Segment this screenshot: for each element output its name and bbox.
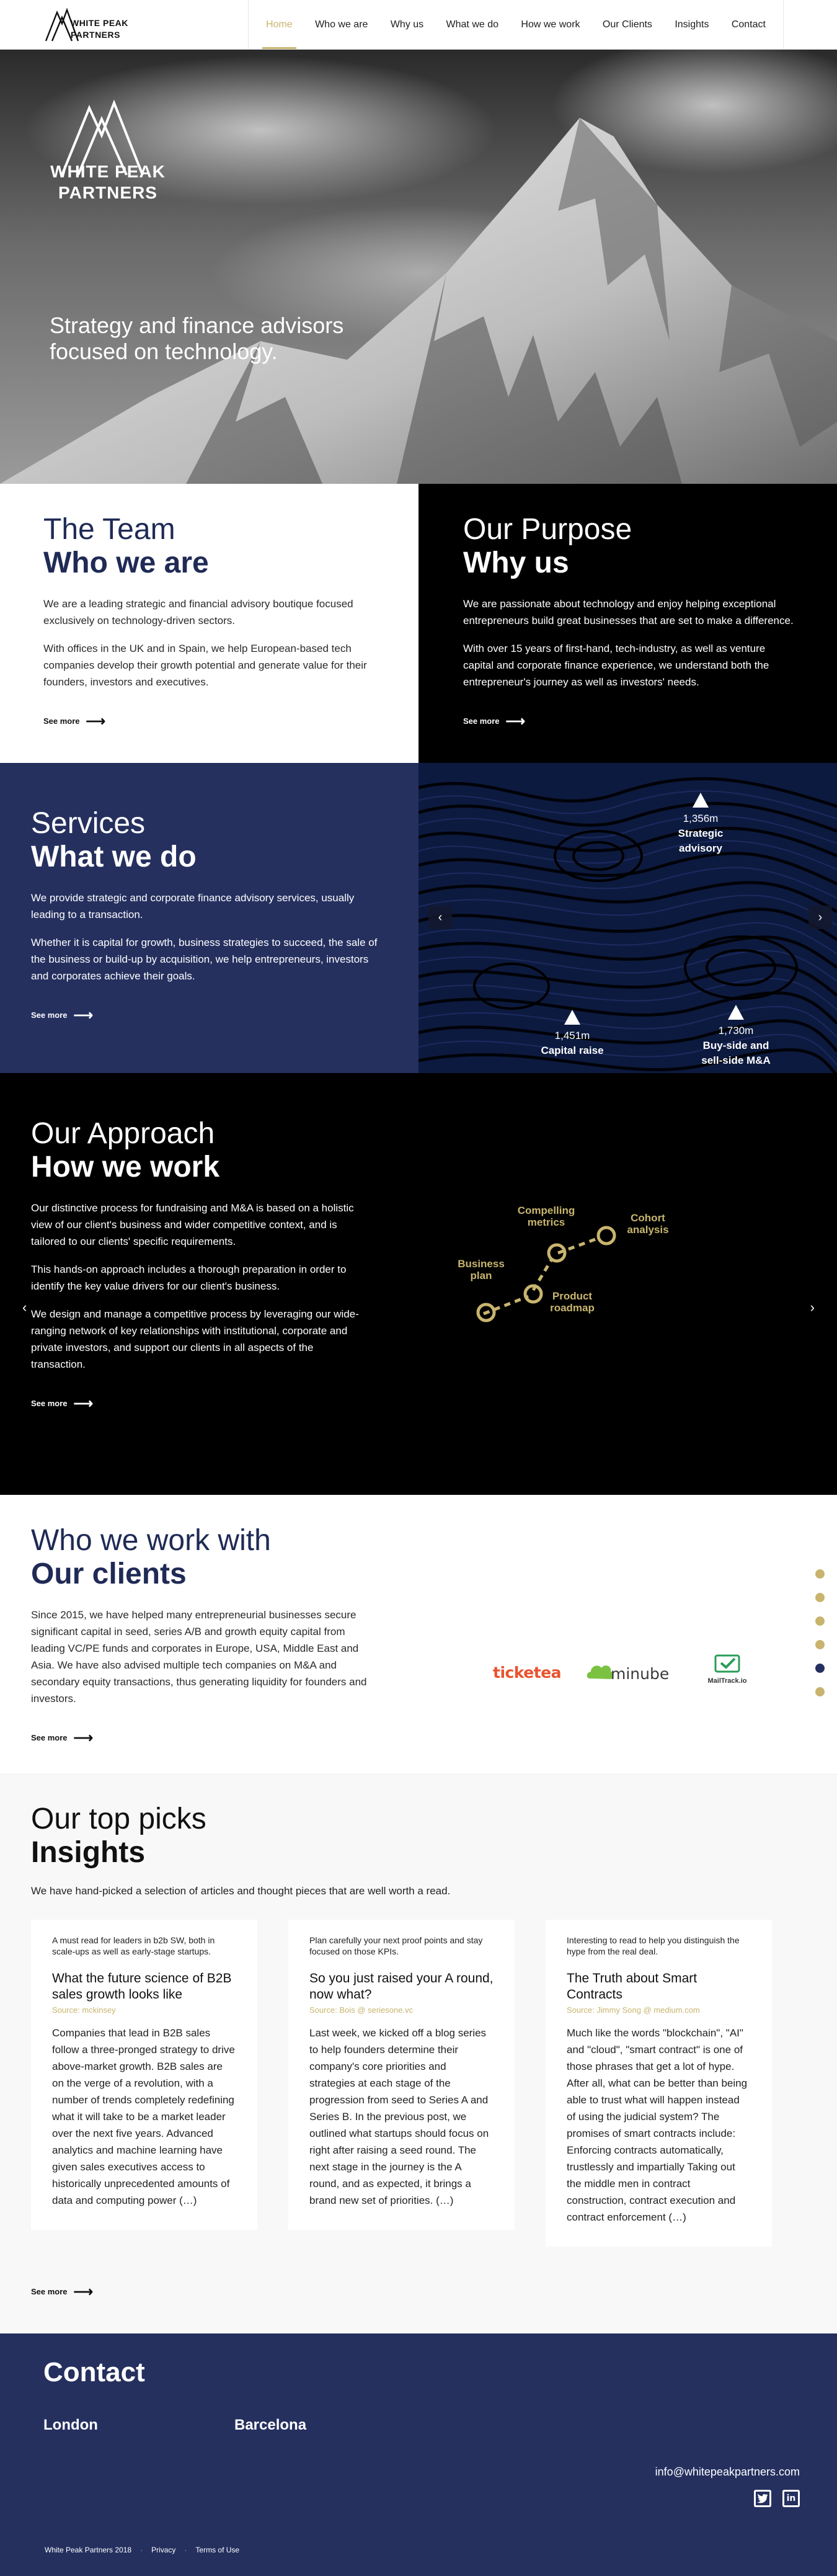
team-paragraph-2: With offices in the UK and in Spain, we help European-based tech companies develop their growth potential and generate value for their founders, investors and executives.: [43, 643, 367, 688]
peak-label: Strategic advisory: [678, 827, 724, 854]
card-title[interactable]: What the future science of B2B sales growth looks like: [52, 1971, 232, 2002]
card-kicker: A must read for leaders in b2b SW, both in scale-ups as well as early-stage startups.: [52, 1935, 215, 1956]
card-title[interactable]: So you just raised your A round, now what?: [309, 1971, 494, 2002]
peak-altitude: 1,730m: [718, 1025, 754, 1036]
team-see-more-link[interactable]: [43, 713, 106, 729]
mailtrack-logo: MailTrack.io: [702, 1652, 752, 1690]
footer-separator: ·: [184, 2546, 187, 2554]
approach-next-arrow[interactable]: ›: [810, 1299, 815, 1315]
team-purpose-section: [0, 484, 837, 763]
nav-how-we-work[interactable]: How we work: [521, 19, 580, 30]
footer-links: [45, 2546, 239, 2554]
peak-buy-sell-side: [686, 1005, 786, 1068]
services-prev-button[interactable]: ‹: [428, 906, 452, 929]
services-text: [0, 763, 418, 1073]
step-business-plan: Business plan: [458, 1258, 505, 1281]
footer-separator: ·: [140, 2546, 143, 2554]
peak-triangle-icon: [564, 1010, 580, 1025]
terms-link[interactable]: Terms of Use: [195, 2546, 240, 2554]
contact-title: Contact: [43, 2357, 145, 2387]
team-panel: [0, 484, 418, 763]
clients-text: [31, 1525, 381, 1744]
insights-section: [0, 1774, 837, 2333]
main-menu: [248, 0, 784, 49]
insights-title: Insights: [31, 1836, 146, 1869]
peak-capital-raise: [529, 1010, 616, 1058]
arrow-right-icon: ⟶: [73, 1395, 94, 1411]
insights-pre-title: Our top picks: [31, 1803, 206, 1835]
card-body: Companies that lead in B2B sales follow a three-pronged strategy to drive above-market growth. B2B sales are on the verge of a revolution, with a number of trends completely redefining what it will take to be a market leader over the next five years. Advanced analytics and machine learning have given sales executives access to historically unprecedented amounts of data and computing power (…): [52, 2027, 235, 2206]
clients-title: Our clients: [31, 1558, 187, 1590]
minube-logo: minube: [586, 1659, 666, 1686]
peak-triangle-icon: [693, 793, 709, 808]
twitter-bird-icon: [757, 2494, 768, 2503]
top-navigation: [0, 0, 837, 50]
ticketea-logo: ticketea: [493, 1664, 562, 1682]
see-more-label: See more: [43, 716, 80, 726]
see-more-label: See more: [31, 1399, 68, 1408]
insight-card[interactable]: [546, 1920, 772, 2247]
linkedin-icon[interactable]: [782, 2490, 800, 2507]
peak-altitude: 1,356m: [683, 813, 719, 824]
card-kicker: Interesting to read to help you distinguish the hype from the real deal.: [567, 1935, 740, 1956]
services-see-more-link[interactable]: [31, 1007, 94, 1023]
services-next-button[interactable]: ›: [808, 906, 832, 929]
topographic-map: [418, 763, 837, 1073]
nav-home[interactable]: Home: [266, 0, 293, 49]
approach-paragraph-3: We design and manage a competitive process by leveraging our wide-ranging network of key relationships with institutional, corporate and private investors, and support our clients in all aspects of the transaction.: [31, 1308, 359, 1370]
process-diagram: [434, 1185, 694, 1346]
purpose-see-more-link[interactable]: [463, 713, 526, 729]
card-body: Much like the words "blockchain", "AI" and "cloud", "smart contract" is one of those phrases that get a lot of hype. After all, what can be better than being able to trust what will happen instead of using the judicial system? The promises of smart contracts include: Enforcing contracts automatically, trustlessly and impartially Taking out the middle men in contract construction, contract execution and contract enforcement (…): [567, 2027, 748, 2223]
linkedin-glyph: in: [786, 2494, 796, 2503]
peak-label: Buy-side and sell-side M&A: [701, 1040, 771, 1066]
clients-paragraph: Since 2015, we have helped many entrepreneurial businesses secure significant capital in seed, series A/B and growth equity capital from leading VC/PE funds and corporates in Europe, USA, Middle East and Asia. We have also advised multiple tech companies on M&A and secondary equity transactions, thus generating liquidity for founders and investors.: [31, 1609, 367, 1705]
clients-see-more-link[interactable]: [31, 1729, 94, 1745]
nav-what-we-do[interactable]: What we do: [446, 19, 499, 30]
hero-tagline: Strategy and finance advisors focused on technology.: [50, 313, 344, 364]
see-more-label: See more: [463, 716, 500, 726]
services-paragraph-1: We provide strategic and corporate finance advisory services, usually leading to a transaction.: [31, 892, 355, 920]
step-compelling-metrics: Compelling metrics: [517, 1205, 575, 1228]
purpose-paragraph-2: With over 15 years of first-hand, tech-industry, as well as venture capital and corporate finance experience, we understand both the entrepreneur's journey as well as investors' needs.: [463, 643, 769, 688]
contact-section: [0, 2333, 837, 2576]
approach-paragraph-2: This hands-on approach includes a thorough preparation in order to identify the key value drivers for our client's business.: [31, 1263, 347, 1292]
nav-why-us[interactable]: Why us: [390, 19, 424, 30]
approach-prev-arrow[interactable]: ‹: [22, 1299, 27, 1315]
peak-strategic-advisory: [666, 793, 735, 856]
nav-insights[interactable]: Insights: [675, 19, 709, 30]
card-source[interactable]: Source: Jimmy Song @ medium.com: [567, 2005, 700, 2015]
peak-label: Capital raise: [541, 1045, 604, 1056]
privacy-link[interactable]: Privacy: [151, 2546, 176, 2554]
arrow-right-icon: ⟶: [73, 1729, 94, 1745]
carousel-dot[interactable]: [815, 1687, 825, 1696]
office-london: London: [43, 2417, 98, 2433]
arrow-right-icon: ⟶: [505, 713, 526, 729]
insight-card[interactable]: [31, 1920, 257, 2230]
approach-title: How we work: [31, 1151, 220, 1183]
peak-altitude: 1,451m: [554, 1030, 590, 1041]
envelope-check-icon: [714, 1652, 741, 1675]
see-more-label: See more: [31, 1733, 68, 1742]
purpose-panel: [418, 484, 837, 763]
carousel-dot-active[interactable]: [815, 1664, 825, 1673]
nav-who-we-are[interactable]: Who we are: [315, 19, 368, 30]
carousel-dot[interactable]: [815, 1640, 825, 1649]
nav-contact[interactable]: Contact: [731, 19, 766, 30]
clients-pre-title: Who we work with: [31, 1524, 271, 1557]
arrow-right-icon: ⟶: [73, 2283, 94, 2299]
contact-email-link[interactable]: info@whitepeakpartners.com: [655, 2466, 800, 2478]
step-product-roadmap: Product roadmap: [550, 1290, 595, 1314]
approach-section: [0, 1073, 837, 1495]
arrow-right-icon: ⟶: [73, 1007, 94, 1023]
twitter-icon[interactable]: [754, 2490, 771, 2507]
clients-section: [0, 1495, 837, 1774]
step-cohort-analysis: Cohort analysis: [627, 1212, 669, 1236]
insights-see-more-link[interactable]: [31, 2283, 94, 2299]
insights-intro: We have hand-picked a selection of articles and thought pieces that are well worth a read.: [31, 1885, 451, 1897]
client-logos: [493, 1652, 760, 1696]
team-paragraph-1: We are a leading strategic and financial advisory boutique focused exclusively on technology-driven sectors.: [43, 598, 353, 626]
carousel-dot[interactable]: [815, 1616, 825, 1626]
insight-card[interactable]: [288, 1920, 515, 2230]
insight-cards: [31, 1920, 806, 2247]
approach-paragraph-1: Our distinctive process for fundraising and M&A is based on a holistic view of our client's business and wider competitive context, and is tailored to our clients' specific requirements.: [31, 1202, 354, 1247]
services-pre-title: Services: [31, 807, 146, 840]
brand-logo[interactable]: [43, 4, 152, 45]
clients-carousel-dots: [815, 1569, 825, 1696]
team-title: Who we are: [43, 546, 209, 579]
services-section: [0, 763, 837, 1073]
arrow-right-icon: ⟶: [86, 713, 106, 729]
services-paragraph-2: Whether it is capital for growth, business strategies to succeed, the sale of the business or build-up by acquisition, we help entrepreneurs, investors and corporates achieve their goals.: [31, 937, 378, 982]
card-kicker: Plan carefully your next proof points and stay focused on those KPIs.: [309, 1935, 483, 1956]
peak-triangle-icon: [728, 1005, 744, 1020]
approach-see-more-link[interactable]: [31, 1395, 94, 1411]
hero-banner: [0, 50, 837, 484]
brand-name: WHITE PEAK PARTNERS: [71, 18, 128, 40]
team-pre-title: The Team: [43, 513, 175, 546]
card-source[interactable]: Source: Bois @ seriesone.vc: [309, 2005, 414, 2015]
services-title: What we do: [31, 840, 197, 873]
purpose-paragraph-1: We are passionate about technology and enjoy helping exceptional entrepreneurs build great businesses that are set to make a difference.: [463, 598, 794, 626]
approach-text: [31, 1118, 360, 1409]
carousel-dot[interactable]: [815, 1569, 825, 1579]
card-body: Last week, we kicked off a blog series to help founders determine their company's core priorities and strategies at each stage of the progression from seed to Series A and Series B. In the previous post, we outlined what startups should focus on right after raising a seed round. The next stage in the journey is the A round, and as expected, it brings a brand new set of priorities. (…): [309, 2027, 489, 2206]
see-more-label: See more: [31, 1010, 68, 1020]
carousel-dot[interactable]: [815, 1593, 825, 1602]
purpose-pre-title: Our Purpose: [463, 513, 632, 546]
copyright-text: White Peak Partners 2018: [45, 2546, 132, 2554]
office-barcelona: Barcelona: [234, 2417, 307, 2433]
card-title[interactable]: The Truth about Smart Contracts: [567, 1971, 698, 2002]
see-more-label: See more: [31, 2287, 68, 2296]
purpose-title: Why us: [463, 546, 569, 579]
approach-pre-title: Our Approach: [31, 1117, 215, 1150]
hero-logo-text: WHITE PEAK PARTNERS: [50, 162, 166, 202]
nav-our-clients[interactable]: Our Clients: [602, 19, 652, 30]
card-source[interactable]: Source: mckinsey: [52, 2005, 116, 2015]
